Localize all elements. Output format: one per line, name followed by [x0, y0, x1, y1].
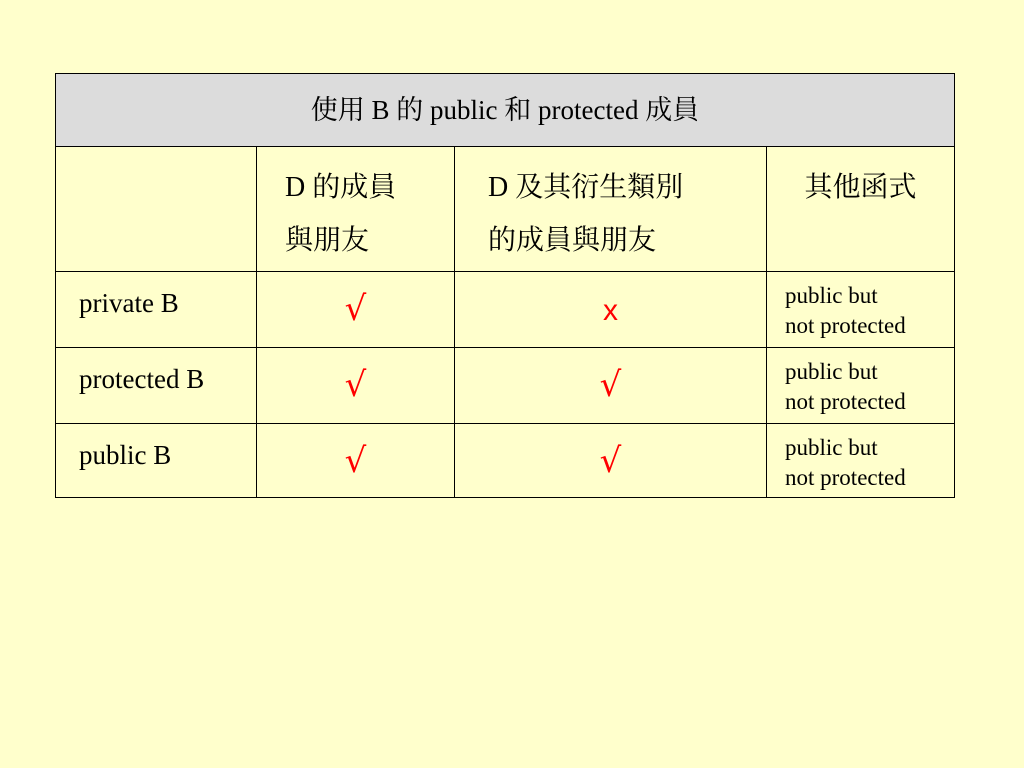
header-other-functions — [767, 147, 955, 272]
note-line2: not protected — [785, 464, 906, 490]
header-derived-line1: D 及其衍生類別 — [488, 172, 684, 203]
header-row — [56, 147, 955, 272]
table-row — [56, 424, 955, 498]
table-row — [56, 272, 955, 348]
row-label-protected: protected B — [56, 348, 257, 424]
header-derived-members-friends — [455, 147, 767, 272]
header-derived-line2: 的成員與朋友 — [488, 225, 657, 257]
check-icon: √ — [455, 424, 767, 498]
row-label-private: private B — [56, 272, 257, 348]
access-table — [55, 73, 955, 498]
note-line1: public but — [785, 359, 878, 384]
empty-header-cell — [56, 147, 257, 272]
check-icon: √ — [455, 348, 767, 424]
note-line1: public but — [785, 283, 878, 308]
check-icon: √ — [257, 424, 455, 498]
header-members-friends — [257, 147, 455, 272]
table-row — [56, 348, 955, 424]
note-line2: not protected — [785, 388, 906, 414]
other-functions-note — [767, 424, 955, 498]
check-icon: √ — [257, 272, 455, 348]
header-members-friends-line1: D 的成員 — [285, 172, 397, 203]
check-icon: √ — [257, 348, 455, 424]
other-functions-note — [767, 348, 955, 424]
header-members-friends-line2: 與朋友 — [285, 225, 370, 257]
header-other-functions-text: 其他函式 — [804, 172, 917, 203]
title-row — [56, 74, 955, 147]
note-line1: public but — [785, 435, 878, 460]
row-label-public: public B — [56, 424, 257, 498]
other-functions-note — [767, 272, 955, 348]
note-line2: not protected — [785, 312, 906, 338]
cross-icon: x — [455, 272, 767, 348]
table-title: 使用 B 的 public 和 protected 成員 — [56, 74, 955, 147]
